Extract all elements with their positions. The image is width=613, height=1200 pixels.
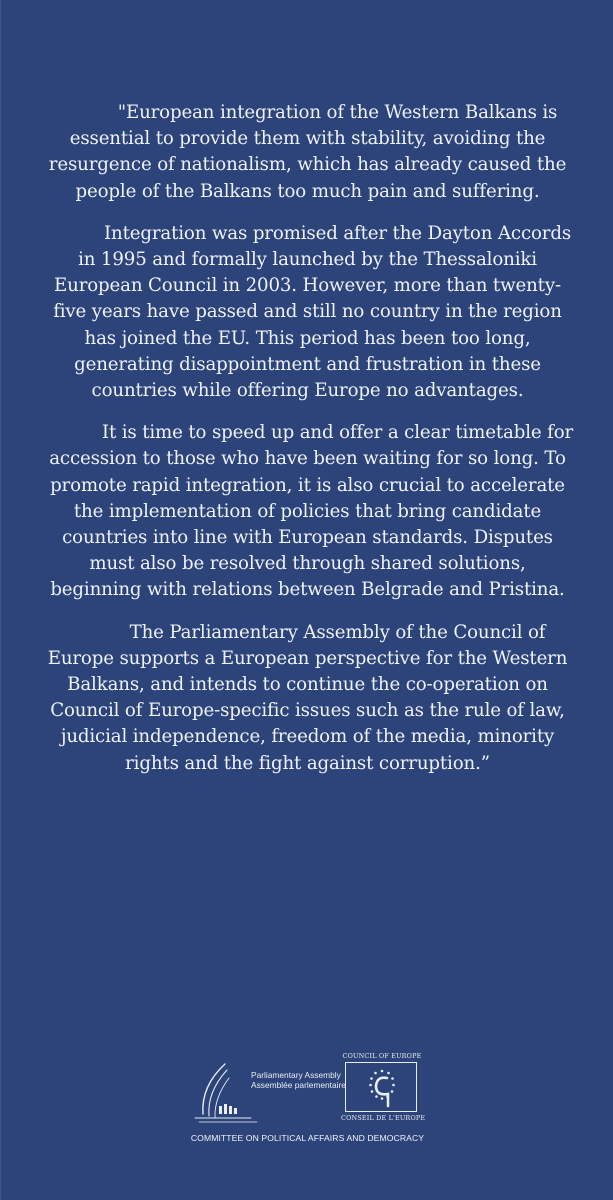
quote-paragraph-3: It is time to speed up and offer a clear timetable for accession to those who have been waiting for so long. To promote rapid integration, it is also crucial to accelerate the implementation of policies that bring candidate countries into line with European standards. Disputes must also be resolved through shared solutions, beginning with relations between Belgrade and Pristina. (49, 422, 574, 601)
coe-emblem-icon (366, 1066, 398, 1108)
pace-name-english: Parliamentary Assembly (251, 1070, 341, 1080)
quote-block (41, 100, 574, 777)
committee-name: COMMITTEE ON POLITICAL AFFAIRS AND DEMOCRACY (190, 1133, 425, 1143)
logo-row (1, 1052, 613, 1132)
quote-paragraph-1: "European integration of the Western Balkans is essential to provide them with stability, avoiding the resurgence of nationalism, which has already caused the people of the Balkans too much pain and suffering. (48, 102, 567, 202)
coe-name-english: COUNCIL OF EUROPE (342, 1052, 422, 1060)
quote-paragraph-2: Integration was promised after the Dayton Accords in 1995 and formally launched by the Thessaloniki European Council in 2003. However, more than twenty-five years have passed and still no country in the region has joined the EU. This period has been too long, generating disappointment and frustration in these countries while offering Europe no advantages. (53, 222, 572, 402)
pace-name-french: Assemblée parlementaire (251, 1080, 346, 1090)
coe-emblem-frame (345, 1062, 417, 1112)
quote-paragraph-4: The Parliamentary Assembly of the Council of Europe supports a European perspective for the Western Balkans, and intends to continue the co-operation on Council of Europe-specific issues such as the rule of law, judicial independence, freedom of the media, minority rights and the fight against corruption.” (47, 621, 568, 774)
hemicycle-icon (191, 1056, 263, 1128)
coe-name-french: CONSEIL DE L'EUROPE (341, 1114, 426, 1122)
pace-logo (191, 1056, 346, 1128)
pace-name (251, 1070, 346, 1090)
council-of-europe-logo (341, 1052, 426, 1126)
